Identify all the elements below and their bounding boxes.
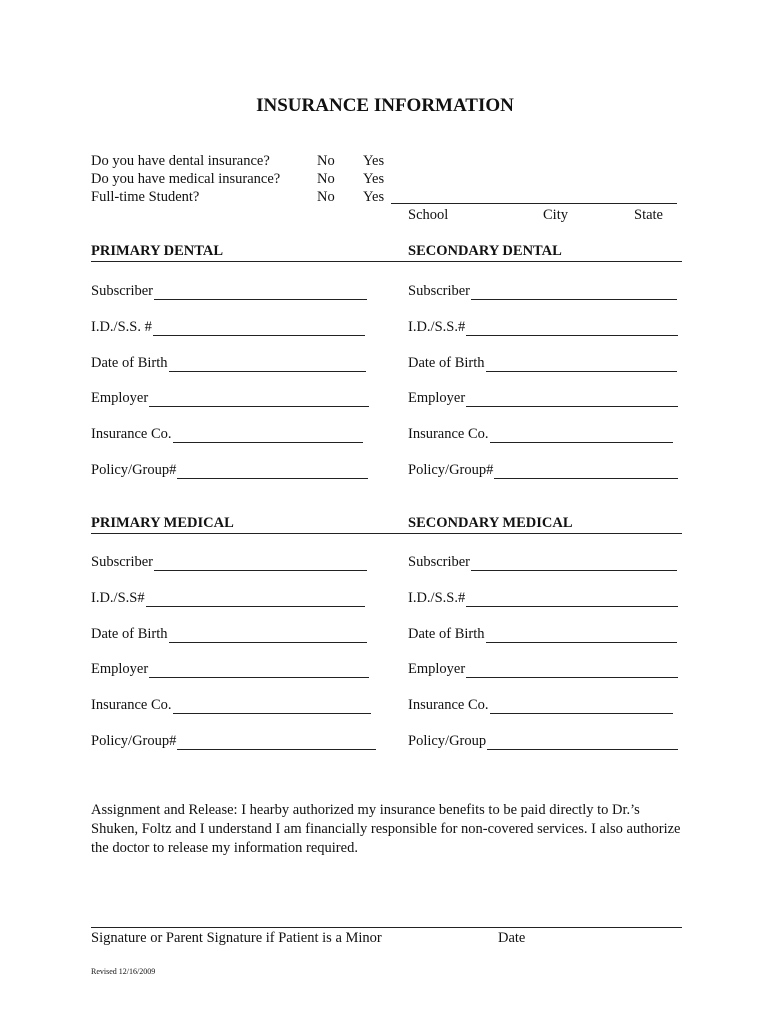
field-label: I.D./S.S.# (408, 319, 466, 335)
field-label: Subscriber (408, 283, 471, 299)
field-label: Policy/Group (408, 733, 487, 749)
secondary-medical-employer-field[interactable] (408, 660, 678, 678)
date-label: Date (498, 930, 526, 946)
secondary-dental-id-field[interactable] (408, 318, 678, 336)
primary-medical-policy-field[interactable] (91, 732, 376, 750)
field-line[interactable] (486, 629, 677, 643)
field-label: Date of Birth (91, 626, 168, 642)
primary-medical-subscriber-field[interactable] (91, 553, 367, 571)
signature-line[interactable] (91, 927, 682, 928)
field-label: I.D./S.S.# (408, 590, 466, 606)
field-line[interactable] (466, 322, 678, 336)
field-line[interactable] (466, 664, 678, 678)
secondary-dental-subscriber-field[interactable] (408, 282, 677, 300)
field-line[interactable] (149, 393, 369, 407)
question-dental-label: Do you have dental insurance? (91, 153, 270, 169)
primary-dental-dob-field[interactable] (91, 354, 366, 372)
primary-dental-insurance-field[interactable] (91, 425, 363, 443)
secondary-medical-policy-field[interactable] (408, 732, 678, 750)
secondary-medical-heading: SECONDARY MEDICAL (408, 515, 573, 531)
field-label: Employer (91, 661, 149, 677)
question-student-label: Full-time Student? (91, 189, 200, 205)
field-line[interactable] (494, 465, 678, 479)
secondary-dental-heading: SECONDARY DENTAL (408, 243, 562, 259)
field-line[interactable] (490, 429, 673, 443)
question-dental-no[interactable]: No (317, 153, 335, 169)
field-line[interactable] (466, 393, 678, 407)
field-line[interactable] (177, 736, 376, 750)
school-label: School (408, 207, 449, 223)
school-field[interactable] (391, 203, 677, 204)
field-label: Subscriber (91, 554, 154, 570)
dental-divider (91, 261, 682, 262)
primary-dental-employer-field[interactable] (91, 389, 369, 407)
field-line[interactable] (486, 358, 677, 372)
signature-label: Signature or Parent Signature if Patient is a Minor (91, 930, 382, 946)
field-label: I.D./S.S. # (91, 319, 152, 335)
revised-date: Revised 12/16/2009 (91, 967, 156, 976)
field-line[interactable] (471, 286, 677, 300)
field-line[interactable] (466, 593, 678, 607)
field-line[interactable] (149, 664, 369, 678)
field-label: Policy/Group# (408, 462, 494, 478)
question-medical-label: Do you have medical insurance? (91, 171, 281, 187)
page-title: INSURANCE INFORMATION (256, 95, 514, 116)
question-student-yes[interactable]: Yes (363, 189, 385, 205)
secondary-dental-dob-field[interactable] (408, 354, 677, 372)
field-line[interactable] (154, 557, 367, 571)
question-dental-yes[interactable]: Yes (363, 153, 385, 169)
field-line[interactable] (471, 557, 677, 571)
field-line[interactable] (173, 700, 371, 714)
field-label: Date of Birth (408, 355, 485, 371)
field-label: Insurance Co. (91, 697, 172, 713)
secondary-medical-id-field[interactable] (408, 589, 678, 607)
field-line[interactable] (177, 465, 368, 479)
field-label: Employer (408, 390, 466, 406)
question-medical-no[interactable]: No (317, 171, 335, 187)
field-line[interactable] (490, 700, 673, 714)
assignment-release-text: Assignment and Release: I hearby authorized my insurance benefits to be paid directly to Dr.’s Shuken, Foltz and I understand I am financially responsible for non-covered services. I also authorize the doctor to release my information required. (91, 802, 681, 856)
primary-medical-dob-field[interactable] (91, 625, 367, 643)
secondary-medical-subscriber-field[interactable] (408, 553, 677, 571)
field-line[interactable] (487, 736, 678, 750)
field-label: Employer (408, 661, 466, 677)
field-label: I.D./S.S# (91, 590, 145, 606)
medical-divider (91, 533, 682, 534)
primary-dental-heading: PRIMARY DENTAL (91, 243, 224, 259)
secondary-dental-policy-field[interactable] (408, 461, 678, 479)
question-student-no[interactable]: No (317, 189, 335, 205)
field-label: Date of Birth (408, 626, 485, 642)
primary-medical-insurance-field[interactable] (91, 696, 371, 714)
city-label: City (543, 207, 568, 223)
secondary-dental-insurance-field[interactable] (408, 425, 673, 443)
primary-medical-id-field[interactable] (91, 589, 365, 607)
field-label: Employer (91, 390, 149, 406)
field-label: Subscriber (91, 283, 154, 299)
question-medical-yes[interactable]: Yes (363, 171, 385, 187)
primary-medical-heading: PRIMARY MEDICAL (91, 515, 234, 531)
secondary-medical-dob-field[interactable] (408, 625, 677, 643)
field-line[interactable] (169, 629, 367, 643)
field-line[interactable] (153, 322, 365, 336)
field-label: Insurance Co. (91, 426, 172, 442)
field-label: Date of Birth (91, 355, 168, 371)
field-line[interactable] (154, 286, 367, 300)
primary-medical-employer-field[interactable] (91, 660, 369, 678)
field-label: Policy/Group# (91, 462, 177, 478)
primary-dental-id-field[interactable] (91, 318, 365, 336)
secondary-dental-employer-field[interactable] (408, 389, 678, 407)
primary-dental-subscriber-field[interactable] (91, 282, 367, 300)
field-label: Insurance Co. (408, 697, 489, 713)
field-label: Insurance Co. (408, 426, 489, 442)
field-line[interactable] (173, 429, 363, 443)
state-label: State (634, 207, 663, 223)
field-label: Policy/Group# (91, 733, 177, 749)
field-line[interactable] (169, 358, 366, 372)
field-line[interactable] (146, 593, 365, 607)
primary-dental-policy-field[interactable] (91, 461, 368, 479)
secondary-medical-insurance-field[interactable] (408, 696, 673, 714)
field-label: Subscriber (408, 554, 471, 570)
